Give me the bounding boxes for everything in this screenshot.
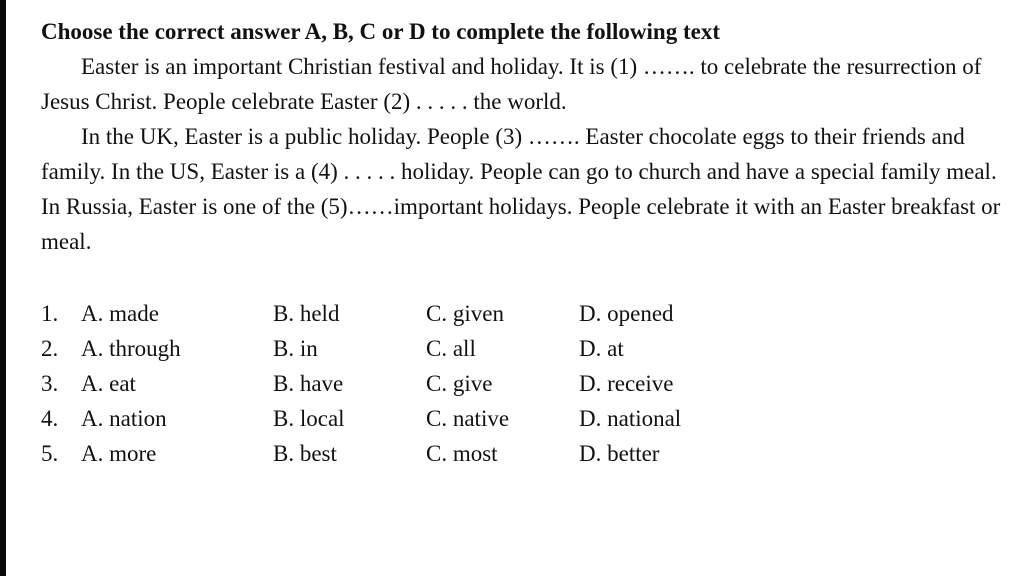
- exercise-heading: Choose the correct answer A, B, C or D to complete the following text: [41, 19, 721, 44]
- option-a: A. nation: [81, 406, 167, 431]
- option-c: C. native: [426, 406, 510, 431]
- option-d: D. opened: [579, 301, 674, 326]
- question-number: 5.: [41, 441, 59, 466]
- option-b: B. held: [273, 301, 340, 326]
- question-row: [41, 401, 741, 436]
- option-b: B. in: [273, 336, 318, 361]
- question-number: 1.: [41, 301, 59, 326]
- paragraph-2: In the UK, Easter is a public holiday. People (3) ……. Easter chocolate eggs to their friends and family. In the US, Easter is a (4) . . . . . holiday. People can go to church and have a special family meal. In Russia, Easter is one of the (5)……important holidays. People celebrate it with an Easter breakfast or meal.: [41, 124, 1001, 254]
- option-c: C. most: [426, 441, 498, 466]
- option-d: D. better: [579, 441, 660, 466]
- option-b: B. local: [273, 406, 345, 431]
- exercise-text: [41, 14, 1011, 259]
- question-number: 4.: [41, 406, 59, 431]
- question-number: 3.: [41, 371, 59, 396]
- paragraph-1: Easter is an important Christian festival and holiday. It is (1) ……. to celebrate the resurrection of Jesus Christ. People celebrate Easter (2) . . . . . the world.: [41, 54, 982, 114]
- option-a: A. through: [81, 336, 181, 361]
- option-c: C. all: [426, 336, 476, 361]
- option-a: A. eat: [81, 371, 136, 396]
- question-row: [41, 436, 741, 471]
- left-edge-bar: [0, 0, 6, 576]
- option-c: C. given: [426, 301, 504, 326]
- option-d: D. national: [579, 406, 682, 431]
- option-a: A. made: [81, 301, 159, 326]
- option-d: D. at: [579, 336, 624, 361]
- question-row: [41, 366, 741, 401]
- option-a: A. more: [81, 441, 157, 466]
- question-row: [41, 296, 741, 331]
- answer-options: [41, 296, 741, 471]
- option-d: D. receive: [579, 371, 674, 396]
- question-number: 2.: [41, 336, 59, 361]
- option-b: B. have: [273, 371, 344, 396]
- option-c: C. give: [426, 371, 493, 396]
- option-b: B. best: [273, 441, 337, 466]
- question-row: [41, 331, 741, 366]
